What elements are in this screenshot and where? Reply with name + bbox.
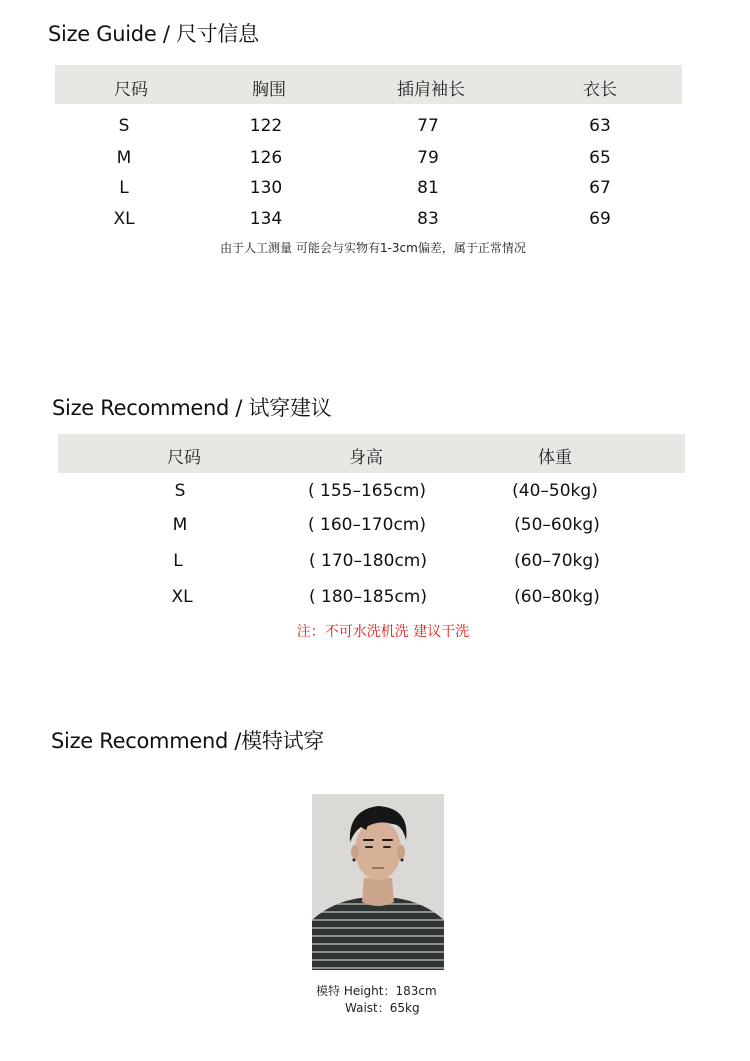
table-cell: 77 [417, 116, 439, 136]
size-recommend-title: Size Recommend / 试穿建议 [52, 396, 332, 420]
table-cell: 63 [589, 116, 611, 136]
table-cell: 130 [249, 178, 283, 198]
table-cell: 69 [589, 209, 611, 229]
table-cell: (50–60kg) [514, 515, 600, 535]
table-cell: XL [113, 209, 135, 229]
model-fit-title: Size Recommend /模特试穿 [51, 729, 324, 753]
table-cell: 79 [417, 148, 439, 168]
table-cell: (60–70kg) [514, 551, 600, 571]
table-cell: S [118, 116, 130, 136]
size-guide-header-length: 衣长 [583, 80, 617, 100]
table-cell: XL [171, 587, 193, 607]
size-guide-header-chest: 胸围 [252, 80, 286, 100]
size-guide-header-size: 尺码 [114, 80, 148, 100]
table-cell: ( 180–185cm) [309, 587, 427, 607]
size-recommend-header-height: 身高 [349, 448, 383, 468]
size-guide-header-sleeve: 插肩袖长 [397, 80, 465, 100]
table-cell: 126 [249, 148, 283, 168]
table-cell: L [173, 551, 183, 571]
table-cell: 65 [589, 148, 611, 168]
model-photo [312, 794, 444, 970]
table-cell: 81 [417, 178, 439, 198]
table-cell: ( 160–170cm) [308, 515, 426, 535]
care-note: 注：不可水洗机洗 建议干洗 [296, 624, 470, 640]
model-photo-illustration [312, 794, 444, 970]
size-recommend-header-size: 尺码 [167, 448, 201, 468]
table-cell: M [116, 148, 132, 168]
table-cell: ( 155–165cm) [308, 481, 426, 501]
table-cell: (60–80kg) [514, 587, 600, 607]
size-guide-title: Size Guide / 尺寸信息 [48, 22, 259, 46]
table-cell: (40–50kg) [512, 481, 598, 501]
model-height: 模特 Height：183cm [316, 984, 437, 998]
table-cell: 122 [249, 116, 283, 136]
table-cell: M [172, 515, 188, 535]
model-waist: Waist：65kg [345, 1001, 420, 1015]
table-cell: ( 170–180cm) [309, 551, 427, 571]
table-cell: S [174, 481, 186, 501]
size-recommend-header-weight: 体重 [538, 448, 572, 468]
table-cell: L [119, 178, 129, 198]
table-cell: 67 [589, 178, 611, 198]
table-cell: 83 [417, 209, 439, 229]
table-cell: 134 [249, 209, 283, 229]
size-guide-note: 由于人工测量 可能会与实物有1-3cm偏差，属于正常情况 [220, 241, 526, 255]
